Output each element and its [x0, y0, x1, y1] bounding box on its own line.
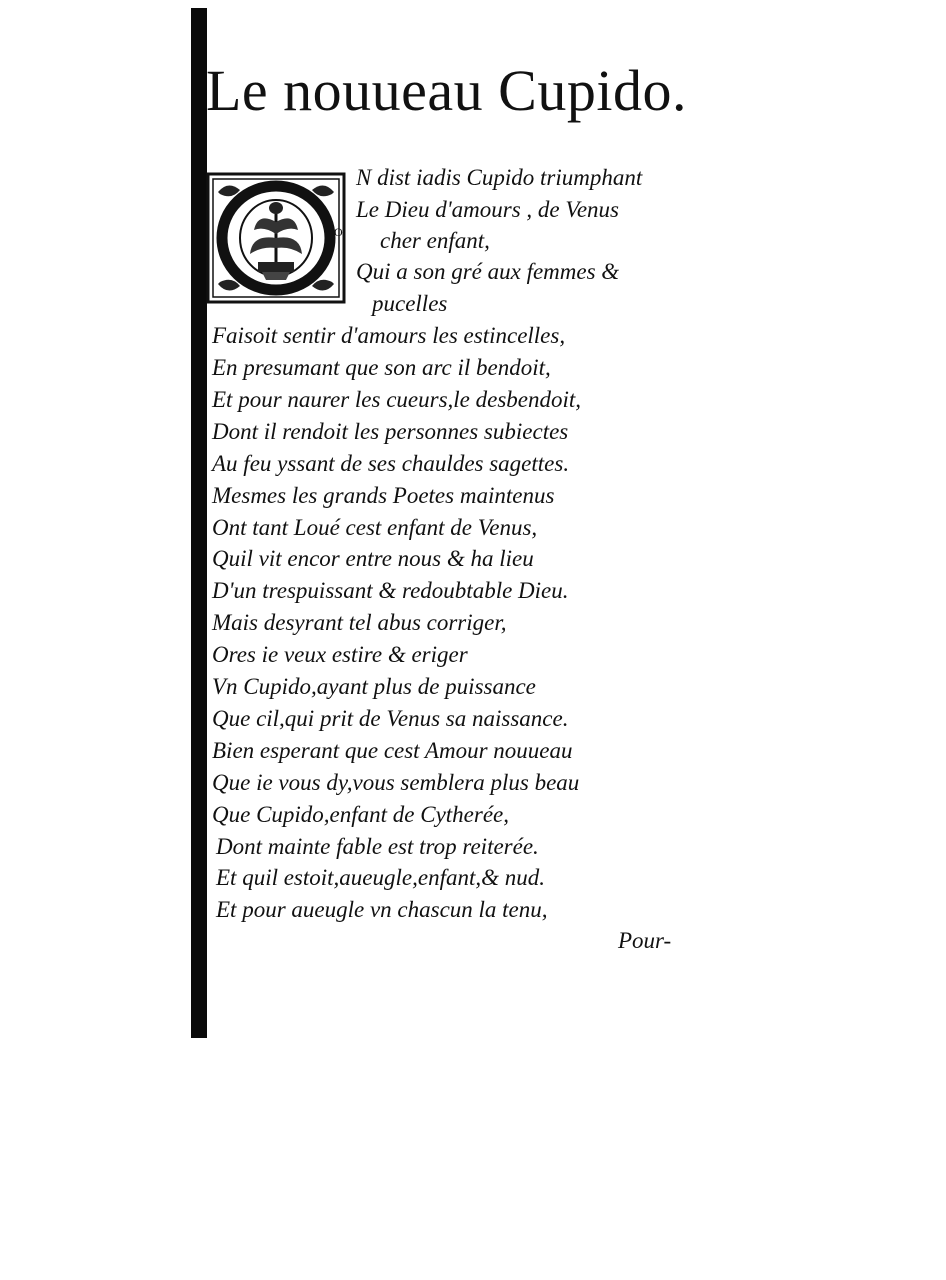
verse-line: Faisoit sentir d'amours les estincelles, — [212, 323, 566, 348]
verse-line: Que ie vous dy,vous semblera plus beau — [212, 770, 580, 795]
verse-line: Et pour aueugle vn chascun la tenu, — [216, 897, 548, 922]
catchword: Pour- — [618, 928, 672, 953]
verse-line: Le Dieu d'amours , de Venus — [356, 197, 620, 222]
binding-edge — [191, 8, 207, 1038]
verse-line: Que Cupido,enfant de Cytherée, — [212, 802, 510, 827]
verse-line: Qui a son gré aux femmes & — [356, 259, 620, 284]
verse-line: pucelles — [372, 291, 448, 316]
verse-line: Mesmes les grands Poetes maintenus — [212, 483, 555, 508]
verse-line: Mais desyrant tel abus corriger, — [212, 610, 507, 635]
verse-line: Ores ie veux estire & eriger — [212, 642, 468, 667]
verse-line: Et quil estoit,aueugle,enfant,& nud. — [216, 865, 545, 890]
verse-line: Que cil,qui prit de Venus sa naissance. — [212, 706, 569, 731]
decorated-initial-o — [206, 172, 346, 304]
verse-line: En presumant que son arc il bendoit, — [212, 355, 551, 380]
initial-letter: O — [334, 225, 343, 239]
verse-line: Vn Cupido,ayant plus de puissance — [212, 674, 536, 699]
verse-line: Quil vit encor entre nous & ha lieu — [212, 546, 534, 571]
verse-line: Au feu yssant de ses chauldes sagettes. — [212, 451, 570, 476]
verse-line: Ont tant Loué cest enfant de Venus, — [212, 515, 538, 540]
verse-line: Bien esperant que cest Amour nouueau — [212, 738, 573, 763]
verse-line: N dist iadis Cupido triumphant — [356, 165, 643, 190]
verse-line: cher enfant, — [380, 228, 490, 253]
verse-line: Dont mainte fable est trop reiterée. — [216, 834, 539, 859]
verse-line: D'un trespuissant & redoubtable Dieu. — [212, 578, 569, 603]
page-title: Le nouueau Cupido. — [206, 58, 687, 123]
verse-line: Et pour naurer les cueurs,le desbendoit, — [212, 387, 582, 412]
verse-line: Dont il rendoit les personnes subiectes — [212, 419, 569, 444]
